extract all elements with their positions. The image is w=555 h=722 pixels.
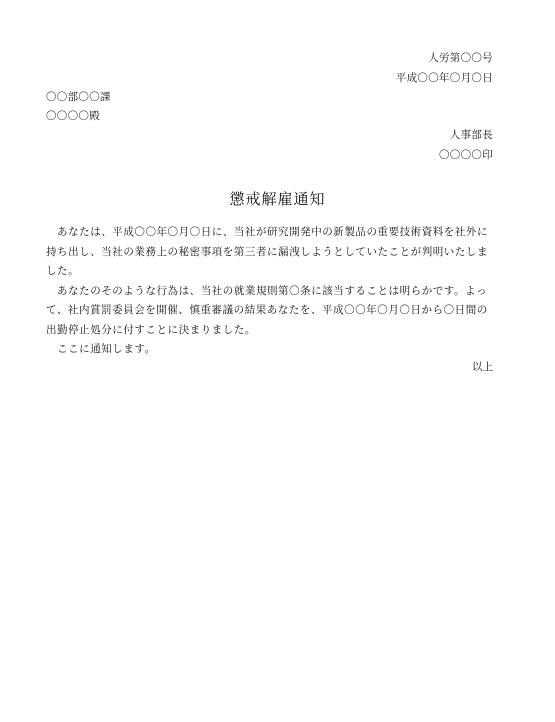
body-line: ここに通知します。 [46,343,156,355]
body-line: あなたは、平成〇〇年〇月〇日に、当社が研究開発中の新製品の重要技術資料を社外に [46,226,488,238]
body-line: した。 [46,265,80,277]
body-line: 出勤停止処分に付すことに決まりました。 [46,323,256,336]
notice-body [46,223,494,360]
recipient-department: 〇〇部〇〇課 [46,91,111,103]
sender-title: 人事部長 [449,129,493,141]
body-line: 持ち出し、当社の業務上の秘密事項を第三者に漏洩しようとしていたことが判明いたしま [46,245,488,258]
body-line: て、社内賞罰委員会を開催、慎重審議の結果あなたを、平成〇〇年〇月〇日から〇日間の [46,304,488,316]
recipient-name: 〇〇〇〇殿 [46,110,100,122]
document-number: 人労第〇〇号 [428,52,493,64]
document-title: 懲戒解雇通知 [229,190,326,208]
closing-mark: 以上 [472,361,493,373]
body-line: あなたのそのような行為は、当社の就業規則第〇条に該当することは明らかです。よっ [46,284,488,297]
issue-date: 平成〇〇年〇月〇日 [395,72,493,84]
sender-name-seal: 〇〇〇〇印 [439,149,493,161]
